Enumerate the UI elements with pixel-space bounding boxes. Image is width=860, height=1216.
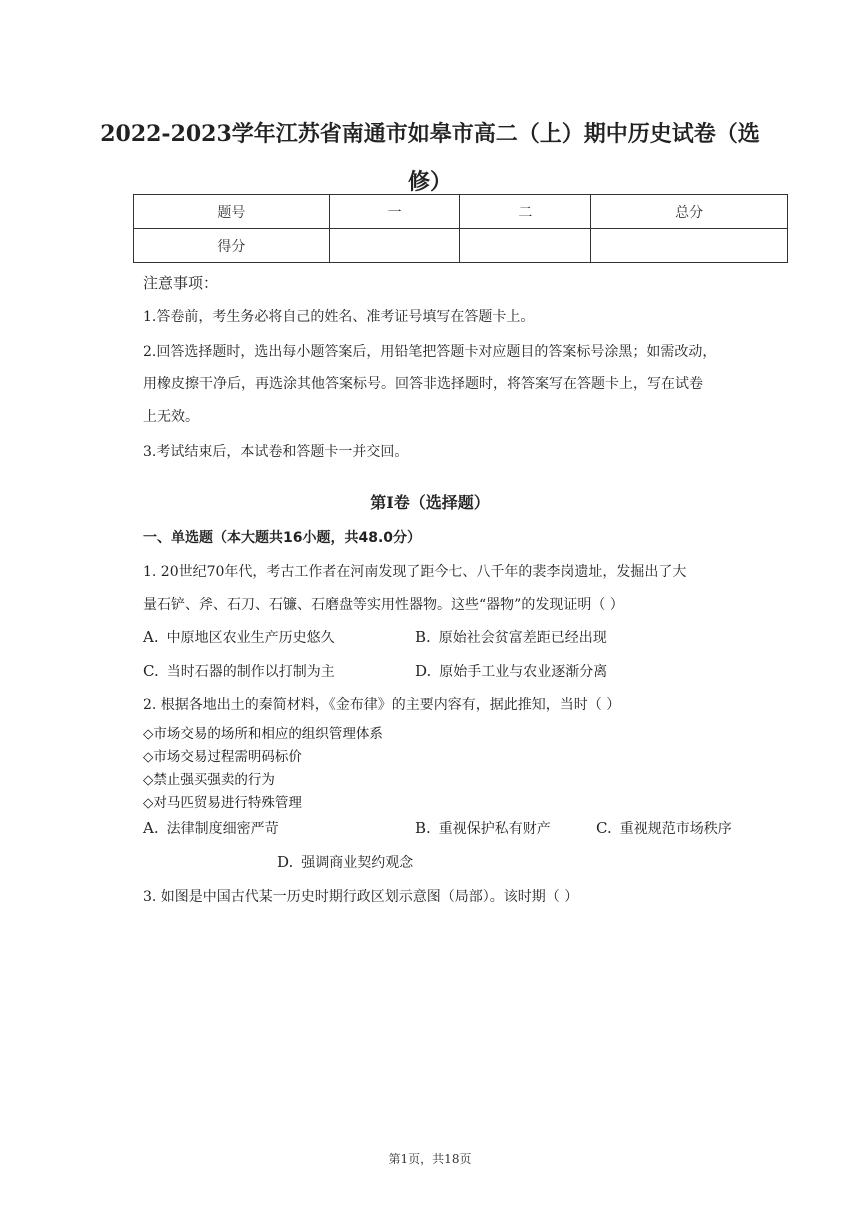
option-letter: A.	[143, 628, 159, 646]
jinbulv-rule: ◇市场交易的场所和相应的组织管理体系	[143, 726, 383, 742]
answer-option	[143, 627, 335, 647]
option-text: 原始手工业与农业逐渐分离	[439, 664, 608, 680]
exam-title-line1: 2022-2023学年江苏省南通市如皋市高二（上）期中历史试卷（选	[100, 121, 760, 147]
question-stem: 2. 根据各地出土的秦简材料，《金布律》的主要内容有，据此推知，当时（ ）	[143, 697, 621, 713]
answer-option	[277, 852, 413, 872]
option-letter: B.	[415, 628, 431, 646]
notice-item: 3.考试结束后，本试卷和答题卡一并交回。	[143, 444, 409, 460]
answer-option	[143, 661, 335, 681]
answer-option	[415, 818, 551, 838]
page-footer: 第1页，共18页	[388, 1152, 472, 1166]
answer-option	[415, 661, 607, 681]
score-table	[133, 194, 788, 263]
score-table-cell: 一	[329, 195, 460, 229]
question-stem: 量石铲、斧、石刀、石镰、石磨盘等实用性器物。这些“器物”的发现证明（ ）	[143, 597, 624, 613]
part-title: 一、单选题（本大题共16小题，共48.0分）	[143, 530, 422, 546]
jinbulv-rule: ◇市场交易过程需明码标价	[143, 749, 302, 765]
option-letter: A.	[143, 819, 159, 837]
option-text: 原始社会贫富差距已经出现	[438, 630, 607, 646]
jinbulv-rule: ◇禁止强买强卖的行为	[143, 772, 275, 788]
option-text: 重视保护私有财产	[438, 821, 551, 837]
score-table-cell: 得分	[134, 229, 330, 263]
section-title: 第I卷（选择题）	[370, 493, 490, 512]
score-table-cell: 题号	[134, 195, 330, 229]
notice-item: 1.答卷前，考生务必将自己的姓名、准考证号填写在答题卡上。	[143, 309, 535, 325]
option-letter: B.	[415, 819, 431, 837]
option-text: 中原地区农业生产历史悠久	[166, 630, 335, 646]
notice-heading: 注意事项：	[143, 274, 219, 292]
score-table-cell	[460, 229, 591, 263]
score-table-score-row	[134, 229, 788, 263]
notice-item: 2.回答选择题时，选出每小题答案后，用铅笔把答题卡对应题目的答案标号涂黑；如需改动，	[143, 344, 717, 360]
score-table-cell	[591, 229, 788, 263]
option-letter: D.	[415, 662, 432, 680]
option-text: 强调商业契约观念	[301, 855, 414, 871]
score-table-cell	[329, 229, 460, 263]
option-text: 当时石器的制作以打制为主	[166, 664, 335, 680]
question-stem: 3. 如图是中国古代某一历史时期行政区划示意图（局部）。该时期（ ）	[143, 889, 579, 905]
option-text: 法律制度细密严苛	[166, 821, 279, 837]
option-text: 重视规范市场秩序	[619, 821, 732, 837]
score-table-cell: 总分	[591, 195, 788, 229]
notice-item: 上无效。	[143, 409, 199, 425]
option-letter: C.	[596, 819, 612, 837]
score-table-cell: 二	[460, 195, 591, 229]
exam-title	[60, 110, 800, 206]
notice-item: 用橡皮擦干净后，再选涂其他答案标号。回答非选择题时，将答案写在答题卡上，写在试卷	[143, 376, 703, 392]
option-letter: D.	[277, 853, 294, 871]
jinbulv-rule: ◇对马匹贸易进行特殊管理	[143, 795, 302, 811]
answer-option	[415, 627, 607, 647]
question-stem: 1. 20世纪70年代，考古工作者在河南发现了距今七、八千年的裴李岗遗址，发掘出了大	[143, 564, 687, 580]
answer-option	[596, 818, 732, 838]
exam-title-line2: 修）	[407, 169, 452, 195]
option-letter: C.	[143, 662, 159, 680]
answer-option	[143, 818, 279, 838]
score-table-header-row	[134, 195, 788, 229]
